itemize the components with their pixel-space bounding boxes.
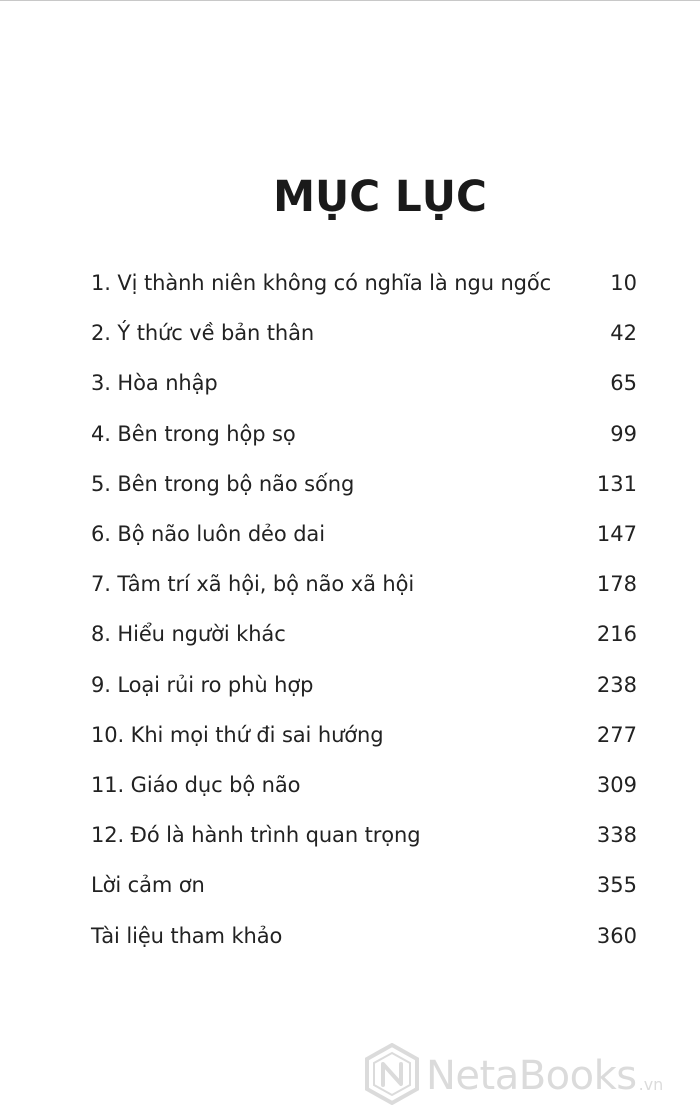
toc-entry-page: 277 [596,722,637,747]
toc-row [91,660,637,710]
toc-row [91,810,637,860]
page-title: MỤC LỤC [273,171,487,222]
toc-row [91,409,637,459]
toc-row [91,760,637,810]
watermark [364,1044,663,1108]
top-border [0,0,700,1]
toc-entry-page: 99 [610,421,637,446]
toc-entry-title: 4. Bên trong hộp sọ [91,421,296,446]
toc-row [91,860,637,910]
toc-entry-page: 42 [610,321,637,346]
netabooks-logo-icon [364,1043,420,1109]
toc-entry-title: Lời cảm ơn [91,873,205,898]
toc-row [91,559,637,609]
toc-row [91,509,637,559]
toc-row [91,308,637,358]
toc-entry-page: 147 [596,522,637,547]
toc-entry-page: 309 [596,772,637,797]
toc-entry-title: 8. Hiểu người khác [91,622,286,647]
toc-row [91,609,637,659]
toc-entry-page: 355 [596,873,637,898]
toc-entry-title: 11. Giáo dục bộ não [91,772,301,797]
toc-row [91,459,637,509]
toc-entry-title: 3. Hòa nhập [91,371,218,396]
toc-entry-page: 131 [596,471,637,496]
toc-entry-title: 12. Đó là hành trình quan trọng [91,823,421,848]
toc-entry-page: 360 [596,923,637,948]
toc-entry-page: 65 [610,371,637,396]
toc-entry-title: 10. Khi mọi thứ đi sai hướng [91,722,384,747]
toc-entry-page: 10 [610,271,637,296]
toc-entry-title: 7. Tâm trí xã hội, bộ não xã hội [91,572,415,597]
table-of-contents [91,258,637,961]
toc-entry-page: 238 [596,672,637,697]
toc-entry-title: 6. Bộ não luôn dẻo dai [91,522,325,547]
toc-row [91,358,637,408]
toc-entry-title: 5. Bên trong bộ não sống [91,471,355,496]
toc-row [91,710,637,760]
toc-entry-page: 178 [596,572,637,597]
toc-entry-page: 216 [596,622,637,647]
toc-entry-title: 2. Ý thức về bản thân [91,321,315,346]
watermark-suffix: .vn [638,1075,664,1094]
toc-row [91,258,637,308]
toc-entry-title: 1. Vị thành niên không có nghĩa là ngu ngốc [91,271,552,296]
toc-entry-page: 338 [596,823,637,848]
watermark-brand: NetaBooks [426,1053,637,1099]
toc-row [91,910,637,960]
toc-entry-title: 9. Loại rủi ro phù hợp [91,672,314,697]
toc-entry-title: Tài liệu tham khảo [91,923,283,948]
